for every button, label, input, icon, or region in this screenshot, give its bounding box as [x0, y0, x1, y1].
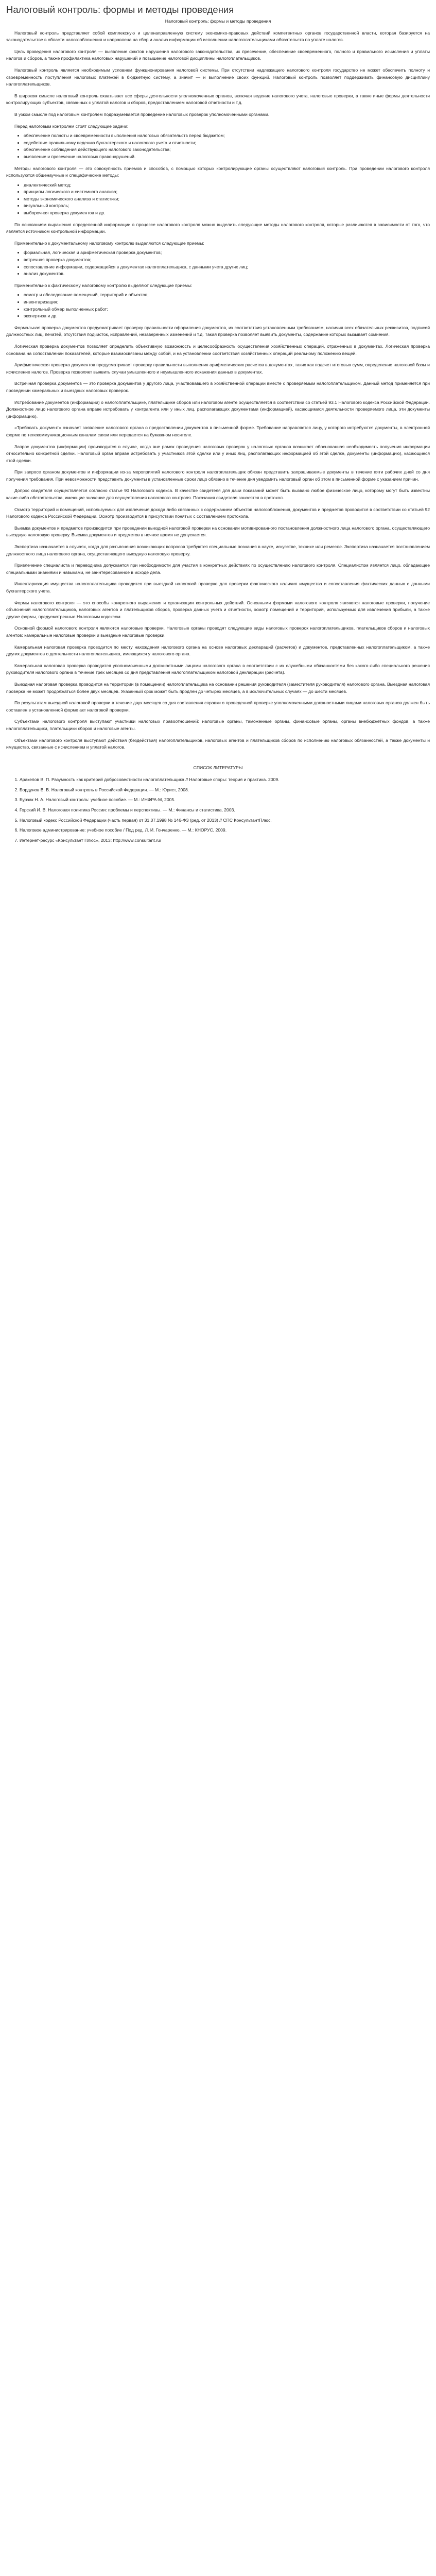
list-item: • содействие правильному ведению бухгалтерского и налогового учета и отчетности;: [24, 140, 430, 147]
paragraph: Запрос документов (информации) производится в случае, когда вне рамок проведения налоговых проверок у налоговых органов возникает обоснованная необходимость получения информации относительно конкретной сделки. Налоговый орган вправе истребовать у участников этой сделки или у иных лиц, располагающих информацией об этой сделке, документы (информацию), касающиеся этой сделки.: [6, 444, 430, 463]
paragraph: Применительно к документальному налоговому контролю выделяются следующие приемы:: [14, 240, 204, 246]
paragraph: Истребование документов (информации) о налогоплательщике, плательщике сборов или налоговом агенте осуществляется в соответствии со статьей 93.1 Налогового кодекса Российской Федерации. Должностное лицо налогового органа вправе истребовать у контрагента или у иных лиц, располагающих документами (информацией), касающимися деятельности проверяемого лица, эти документы (информацию).: [6, 399, 430, 419]
paragraph: Объектами налогового контроля выступают действия (бездействия) налогоплательщиков, налоговых агентов и плательщиков сборов по исполнению налоговых обязанностей, а также документы и имущество, связанные с исчислением и уплатой налогов.: [6, 737, 430, 750]
paragraph: Встречная проверка документов — это проверка документов у другого лица, участвовавшего в хозяйственной операции вместе с проверяемым налогоплательщиком. Данный метод применяется при проведении камеральных и выездных налоговых проверок.: [6, 381, 430, 393]
paragraph: Субъектами налогового контроля выступают участники налоговых правоотношений: налоговые органы, таможенные органы, финансовые органы, органы внебюджетных фондов, а также налогоплательщики, плательщики сборов и налоговые агенты.: [6, 719, 430, 731]
list-item: • обеспечение полноты и своевременности выполнения налоговых обязательств перед бюджетом;: [24, 132, 430, 140]
list-item: • принципы логического и системного анализа;: [24, 189, 430, 196]
paragraph: В узком смысле под налоговым контролем подразумевается проведение налоговых проверок уполномоченными органами.: [14, 111, 270, 117]
paragraph: По результатам выездной налоговой проверки в течение двух месяцев со дня составления справки о проведенной проверке уполномоченными должностными лицами налоговых органов должен быть составлен в установленной форме акт налоговой проверки.: [6, 700, 430, 713]
list-item: • обеспечение соблюдения действующего налогового законодательства;: [24, 146, 430, 154]
reference-item: 7. Интернет-ресурс «Консультант Плюс», 2013: http://www.consultant.ru/: [20, 837, 430, 844]
list-item: • визуальный контроль;: [24, 202, 430, 210]
paragraph: Цель проведения налогового контроля — выявление фактов нарушения налогового законодательства, их пресечение, обеспечение своевременного, полного и правильного исчисления и уплаты налогов и сборов, а также профилактика налоговых нарушений и повышение налоговой дисциплины налогоплательщиков.: [6, 48, 430, 61]
reference-item: 5. Налоговый кодекс Российской Федерации (часть первая) от 31.07.1998 № 146-ФЗ (ред. от 2013) // СПС КонсультантПлюс.: [20, 817, 430, 824]
paragraph: При запросе органом документов и информации из-за мероприятий налогового контроля налогоплательщик обязан представить запрашиваемые документы в течение пяти рабочих дней со дня получения требования. При невозможности представить документы в установленные сроки лицо обязано в течение дня уведомить налоговый орган об этом в письменной форме с указанием причин.: [6, 469, 430, 482]
paragraph: Применительно к фактическому налоговому контролю выделяют следующие приемы:: [14, 282, 193, 288]
paragraph: Перед налоговым контролем стоят следующие задачи:: [14, 123, 129, 129]
methods-list: [6, 182, 430, 217]
paragraph: Осмотр территорий и помещений, используемых для извлечения дохода либо связанных с содержанием объектов налогообложения, документов и предметов проводится в соответствии со статьей 92 Налогового кодекса Российской Федерации. Осмотр производится в присутствии понятых с составлением протокола.: [6, 506, 430, 519]
list-item: • контрольный обмер выполненных работ;: [24, 306, 430, 313]
references-list: [6, 776, 430, 844]
paragraph: «Требовать документ» означает заявление налогового органа о предоставлении документов в письменной форме. Требование направляется лицу, у которого истребуются документы, в электронной форме по телекоммуникационным каналам связи или передается на бумажном носителе.: [6, 425, 430, 437]
paragraph: Налоговый контроль является необходимым условием функционирования налоговой системы. При отсутствии надлежащего налогового контроля государство не может обеспечить полноту и своевременность поступления налоговых платежей в бюджетную систему, а значит — и выполнение своих функций. Налоговый контроль позволяет поддерживать финансовую дисциплину налогоплательщиков.: [6, 67, 430, 87]
list-item: • выявление и пресечение налоговых правонарушений.: [24, 154, 430, 161]
paragraph: Привлечение специалиста и переводчика допускается при необходимости для участия в конкретных действиях по осуществлению налогового контроля. Специалистом является лицо, обладающее специальными знаниями и навыками, не заинтересованное в исходе дела.: [6, 563, 430, 575]
reference-item: 2. Бордунов В. В. Налоговый контроль в Российской Федерации. — М.: Юрист, 2008.: [20, 787, 430, 794]
list-item: • анализ документов.: [24, 270, 430, 278]
references-heading: СПИСОК ЛИТЕРАТУРЫ: [193, 765, 243, 770]
paragraph: Камеральная налоговая проверка проводится уполномоченными должностными лицами налогового органа в соответствии с их служебными обязанностями без какого-либо специального решения руководителя налогового органа в течение трех месяцев со дня представления налогоплательщиком налоговой декларации (расчета).: [6, 663, 430, 675]
actual-methods-list: [6, 292, 430, 319]
paragraph: Формальная проверка документов предусматривает проверку правильности оформления документов, их соответствия установленным требованиям, наличия всех обязательных реквизитов, подписей должностных лиц, печатей, отсутствия подчисток, исправлений, незаверенных изменений и т.д. Такая проверка позволяет выявить документы, содержание которых вызывает сомнения.: [6, 325, 430, 337]
paragraph: Выемка документов и предметов производится при проведении выездной налоговой проверки на основании мотивированного постановления должностного лица налогового органа, осуществляющего выездную налоговую проверку. Выемка документов и предметов в ночное время не допускается.: [6, 525, 430, 538]
paragraph: Выездная налоговая проверка проводится на территории (в помещении) налогоплательщика на основании решения руководителя (заместителя руководителя) налогового органа. Выездная налоговая проверка не может продолжаться более двух месяцев. Указанный срок может быть продлен до четырех месяцев, а в исключительных случаях — до шести месяцев.: [6, 681, 430, 694]
paragraph: По основаниям выражения определенной информации в процессе налогового контроля можно выделить следующие методы налогового контроля, которые различаются в зависимости от того, что является источником контрольной информации.: [6, 222, 430, 234]
tasks-list: [6, 132, 430, 160]
reference-item: 6. Налоговое администрирование: учебное пособие / Под ред. Л. И. Гончаренко. — М.: КНОРУС, 2009.: [20, 827, 430, 834]
document-methods-list: [6, 249, 430, 277]
list-item: • выборочная проверка документов и др.: [24, 210, 430, 217]
reference-item: 1. Аракелов В. П. Разумность как критерий добросовестности налогоплательщика // Налоговые споры: теория и практика. 2009.: [20, 776, 430, 784]
reference-item: 3. Бурзак Н. А. Налоговый контроль: учебное пособие. — М.: ИНФРА-М, 2005.: [20, 796, 430, 804]
paragraph: Основной формой налогового контроля являются налоговые проверки. Налоговые органы проводят следующие виды налоговых проверок налогоплательщиков, плательщиков сборов и налоговых агентов: камеральные налоговые проверки и выездные налоговые проверки.: [6, 625, 430, 638]
paragraph: Экспертиза назначается в случаях, когда для разъяснения возникающих вопросов требуются специальные познания в науке, искусстве, технике или ремесле. Экспертиза назначается постановлением должностного лица налогового органа, осуществляющего выездную налоговую проверку.: [6, 544, 430, 556]
reference-item: 4. Горский И. В. Налоговая политика России: проблемы и перспективы. — М.: Финансы и статистика, 2003.: [20, 807, 430, 814]
paragraph: Логическая проверка документов позволяет определить объективную возможность и целесообразность осуществления хозяйственных операций, отраженных в документах. Логическая проверка основана на сопоставлении показателей, которые взаимосвязаны между собой, и на установлении соответствия хозяйственных операций реальному положению вещей.: [6, 343, 430, 356]
paragraph: Методы налогового контроля — это совокупность приемов и способов, с помощью которых контролирующие органы осуществляют налоговый контроль. При проведении налогового контроля используются общенаучные и специфические методы:: [6, 165, 430, 178]
paragraph: Налоговый контроль представляет собой комплексную и целенаправленную систему экономико-правовых действий компетентных органов государственной власти, которая базируется на законодательстве в области налогообложения и направлена на сбор и анализ информации об исполнении налогоплательщиками обязательств по уплате налогов.: [6, 30, 430, 43]
list-item: • диалектический метод;: [24, 182, 430, 189]
list-item: • формальная, логическая и арифметическая проверка документов;: [24, 249, 430, 257]
paragraph: Формы налогового контроля — это способы конкретного выражения и организации контрольных действий. Основными формами налогового контроля являются налоговые проверки, получение объяснений налогоплательщиков, налоговых агентов и плательщиков сборов, проверка данных учета и отчетности, осмотр помещений и территорий, используемых для извлечения прибыли, а также другие формы, предусмотренные Налоговым кодексом.: [6, 600, 430, 619]
list-item: • встречная проверка документов;: [24, 257, 430, 264]
list-item: • инвентаризация;: [24, 299, 430, 306]
list-item: • методы экономического анализа и статистики;: [24, 196, 430, 203]
paragraph: Инвентаризация имущества налогоплательщика проводится при выездной налоговой проверке для проверки фактического наличия имущества и сопоставления фактических данных с данными бухгалтерского учета.: [6, 581, 430, 594]
paragraph: Допрос свидетеля осуществляется согласно статье 90 Налогового кодекса. В качестве свидетеля для дачи показаний может быть вызвано любое физическое лицо, которому могут быть известны какие-либо обстоятельства, имеющие значение для осуществления налогового контроля. Показания свидетеля заносятся в протокол.: [6, 488, 430, 501]
list-item: • экспертиза и др.: [24, 313, 430, 320]
list-item: • сопоставление информации, содержащейся в документах налогоплательщика, с данными учета других лиц;: [24, 264, 430, 271]
list-item: • осмотр и обследование помещений, территорий и объектов;: [24, 292, 430, 299]
page-title: Налоговый контроль: формы и методы проведения: [6, 4, 234, 15]
paragraph: Камеральная налоговая проверка проводится по месту нахождения налогового органа на основе налоговых деклараций (расчетов) и документов, представленных налогоплательщиком, а также других документов о деятельности налогоплательщика, имеющихся у налогового органа.: [6, 644, 430, 657]
paragraph: Арифметическая проверка документов предусматривает проверку правильности выполнения арифметических расчетов в документах, таких как подсчет итоговых сумм, определение налоговой базы и исчисление налогов. Проверка позволяет выявить случаи умышленного и неумышленного искажения данных в документах.: [6, 362, 430, 375]
paragraph: В широком смысле налоговый контроль охватывает все сферы деятельности уполномоченных органов, включая ведение налогового учета, налоговые проверки, а также иные формы деятельности контролирующих субъектов, связанных с уплатой налогов и сборов, предоставлением налоговой отчетности и т.д.: [6, 93, 430, 106]
subtitle: Налоговый контроль: формы и методы проведения: [165, 19, 271, 24]
